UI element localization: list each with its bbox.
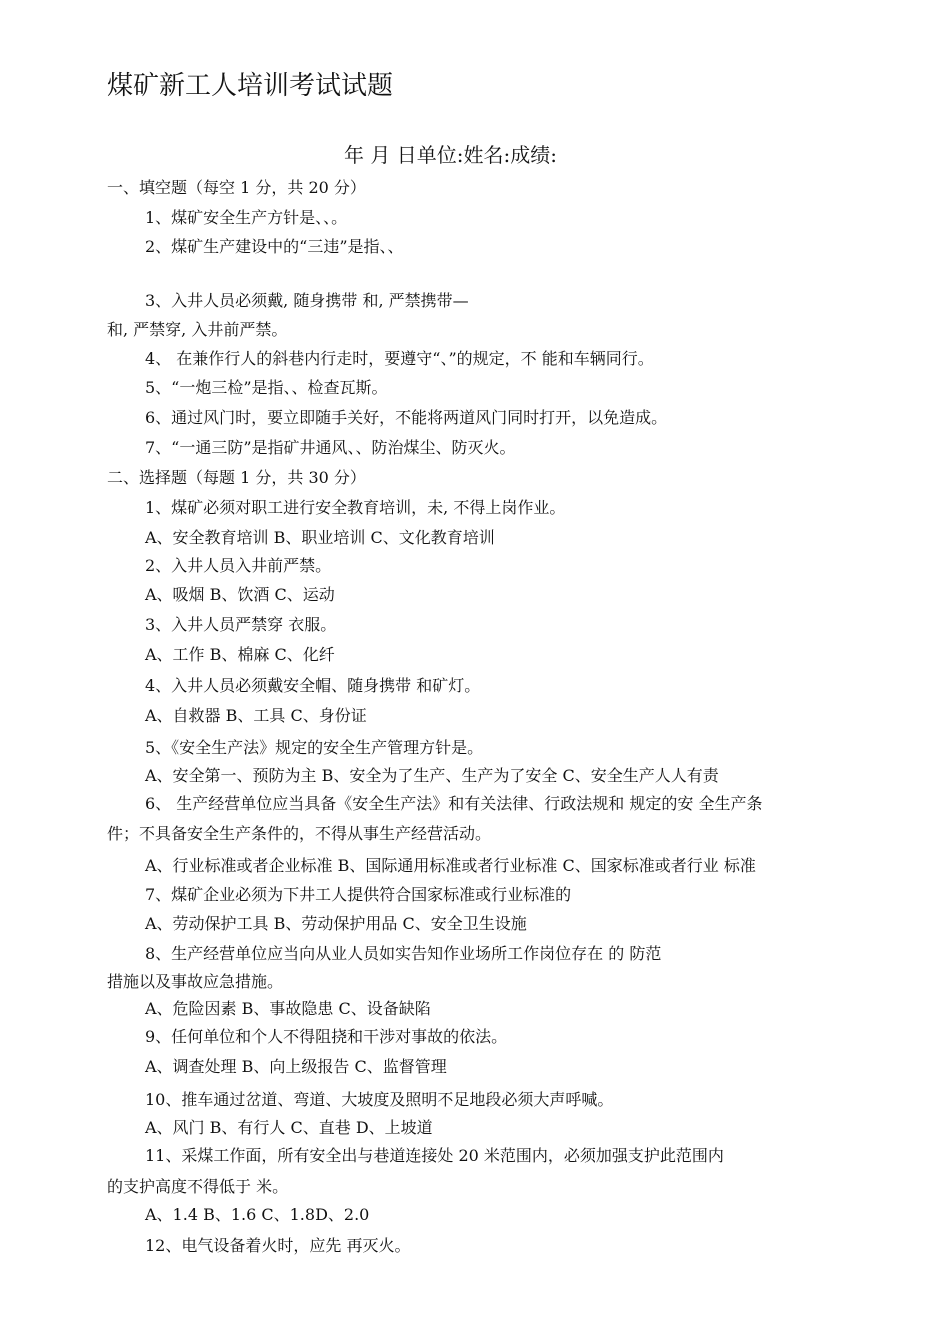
question-line: 5、“一炮三检”是指、、检查瓦斯。 — [145, 378, 388, 397]
question-line: 9、任何单位和个人不得阻挠和干涉对事故的依法。 — [145, 1027, 508, 1046]
question-line-continuation: 件；不具备安全生产条件的，不得从事生产经营活动。 — [107, 824, 492, 843]
question-line: 2、入井人员入井前严禁。 — [145, 556, 332, 575]
answer-options: A、安全第一、预防为主 B、安全为了生产、生产为了安全 C、安全生产人人有责 — [145, 766, 719, 785]
answer-options: A、工作 B、棉麻 C、化纤 — [145, 645, 335, 664]
question-line: 10、推车通过岔道、弯道、大坡度及照明不足地段必须大声呼喊。 — [145, 1090, 614, 1109]
question-line: 2、煤矿生产建设中的“三违”是指、、 — [145, 237, 404, 256]
question-line: 12、电气设备着火时，应先 再灭火。 — [145, 1236, 411, 1255]
question-line: 7、“一通三防”是指矿井通风、、防治煤尘、防灭火。 — [145, 438, 516, 457]
answer-options: A、安全教育培训 B、职业培训 C、文化教育培训 — [145, 528, 495, 547]
answer-options: A、1.4 B、1.6 C、1.8D、2.0 — [145, 1205, 370, 1224]
section-heading-multiple-choice: 二、选择题（每题 1 分，共 30 分） — [107, 468, 366, 487]
question-line: 4、入井人员必须戴安全帽、随身携带 和矿灯。 — [145, 676, 481, 695]
answer-options: A、吸烟 B、饮酒 C、运动 — [145, 585, 335, 604]
answer-options: A、风门 B、有行人 C、直巷 D、上坡道 — [145, 1118, 433, 1137]
question-line-continuation: 和, 严禁穿, 入井前严禁。 — [107, 320, 288, 339]
question-line: 3、入井人员严禁穿 衣服。 — [145, 615, 337, 634]
answer-options: A、调查处理 B、向上级报告 C、监督管理 — [145, 1057, 447, 1076]
question-line: 4、 在兼作行人的斜巷内行走时，要遵守“、”的规定，不 能和车辆同行。 — [145, 349, 654, 368]
answer-options: A、自救器 B、工具 C、身份证 — [145, 706, 367, 725]
question-line-continuation: 的支护高度不得低于 米。 — [107, 1177, 289, 1196]
section-heading-fill-blank: 一、填空题（每空 1 分，共 20 分） — [107, 178, 366, 197]
question-line: 1、煤矿安全生产方针是、、。 — [145, 208, 348, 227]
question-line: 11、采煤工作面，所有安全出与巷道连接处 20 米范围内，必须加强支护此范围内 — [145, 1146, 724, 1165]
question-line: 6、通过风门时，要立即随手关好，不能将两道风门同时打开，以免造成。 — [145, 408, 668, 427]
question-line: 8、生产经营单位应当向从业人员如实告知作业场所工作岗位存在 的 防范 — [145, 944, 662, 963]
question-line: 3、入井人员必须戴, 随身携带 和, 严禁携带— — [145, 291, 469, 310]
question-line: 7、煤矿企业必须为下井工人提供符合国家标准或行业标准的 — [145, 885, 572, 904]
answer-options: A、危险因素 B、事故隐患 C、设备缺陷 — [145, 999, 431, 1018]
answer-options: A、行业标准或者企业标准 B、国际通用标准或者行业标准 C、国家标准或者行业 标准 — [145, 856, 756, 875]
header-fields-line: 年 月 日单位:姓名:成绩: — [344, 143, 557, 167]
question-line: 5、《安全生产法》规定的安全生产管理方针是。 — [145, 738, 484, 757]
question-line: 6、 生产经营单位应当具备《安全生产法》和有关法律、行政法规和 规定的安 全生产条 — [145, 794, 763, 813]
answer-options: A、劳动保护工具 B、劳动保护用品 C、安全卫生设施 — [145, 914, 527, 933]
question-line: 1、煤矿必须对职工进行安全教育培训，未, 不得上岗作业。 — [145, 498, 566, 517]
question-line-continuation: 措施以及事故应急措施。 — [107, 972, 284, 991]
document-title: 煤矿新工人培训考试试题 — [107, 71, 394, 101]
